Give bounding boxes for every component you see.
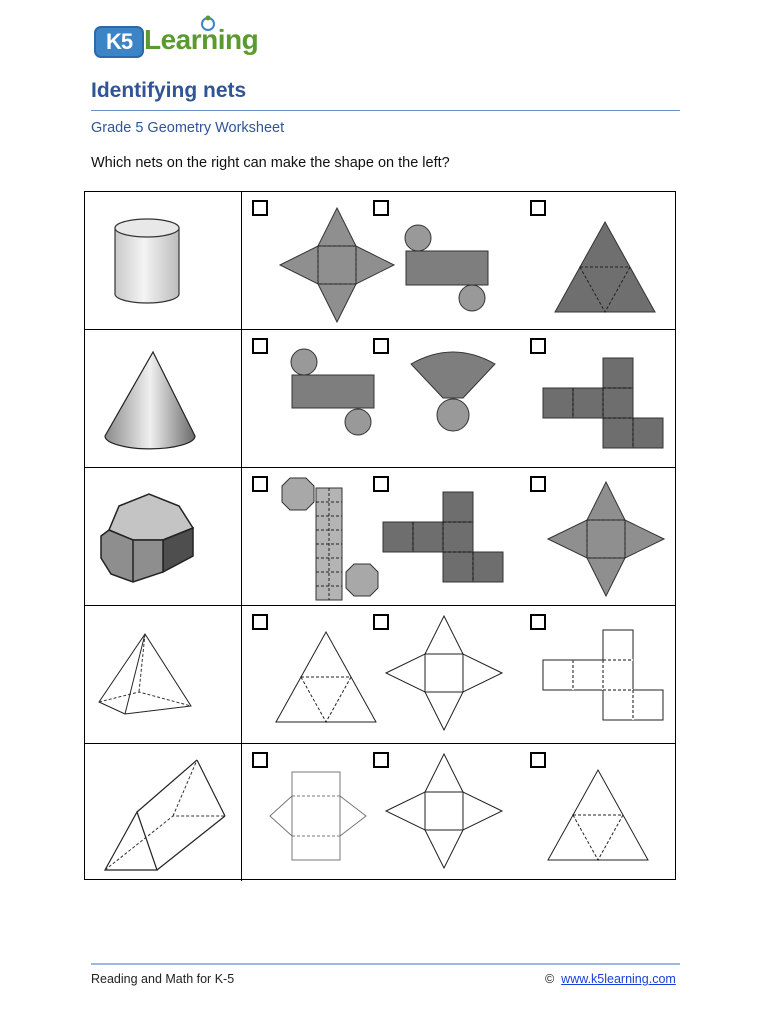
answer-checkbox[interactable] xyxy=(530,338,546,354)
answer-checkbox[interactable] xyxy=(252,200,268,216)
nets-cell xyxy=(242,468,675,605)
page-title: Identifying nets xyxy=(91,79,247,102)
footer-divider xyxy=(91,963,680,965)
table-row xyxy=(85,330,675,468)
answer-checkbox[interactable] xyxy=(373,338,389,354)
shape-cell xyxy=(85,744,242,881)
octagonal-prism-net xyxy=(280,476,382,604)
copyright-symbol: © xyxy=(545,972,555,986)
octagonal-prism-shape xyxy=(99,492,199,588)
square-pyramid-shape xyxy=(95,630,195,716)
triangular-prism-net xyxy=(268,770,368,862)
triangular-pyramid-net xyxy=(553,220,657,314)
page-subtitle: Grade 5 Geometry Worksheet xyxy=(91,120,285,136)
cube-net xyxy=(543,356,665,450)
footer-tagline: Reading and Math for K-5 xyxy=(91,972,235,986)
triangular-prism-shape xyxy=(103,756,229,874)
triangular-pyramid-net xyxy=(546,768,650,862)
triangular-pyramid-net xyxy=(274,630,378,724)
table-row xyxy=(85,744,675,882)
square-pyramid-net xyxy=(386,614,502,732)
answer-checkbox[interactable] xyxy=(252,476,268,492)
answer-checkbox[interactable] xyxy=(252,752,268,768)
table-row xyxy=(85,606,675,744)
cylinder-net xyxy=(402,224,488,314)
cube-net xyxy=(543,628,665,724)
shape-cell xyxy=(85,192,242,329)
table-row xyxy=(85,468,675,606)
cone-net xyxy=(409,350,497,434)
answer-checkbox[interactable] xyxy=(252,614,268,630)
k5learning-link[interactable]: www.k5learning.com xyxy=(561,972,676,986)
table-row xyxy=(85,192,675,330)
logo-wordmark: Learning xyxy=(144,24,259,55)
cone-shape xyxy=(103,350,197,452)
logo-k5-badge: K5 xyxy=(94,26,144,58)
square-pyramid-net xyxy=(280,206,394,324)
shape-cell xyxy=(85,468,242,605)
question-text: Which nets on the right can make the shape on the left? xyxy=(91,155,450,171)
nets-cell xyxy=(242,606,675,743)
logo-spark-icon xyxy=(196,14,220,34)
k5-learning-logo xyxy=(92,14,262,60)
answer-checkbox[interactable] xyxy=(530,476,546,492)
answer-checkbox[interactable] xyxy=(530,752,546,768)
cylinder-net xyxy=(288,348,374,440)
cylinder-shape xyxy=(111,216,183,308)
title-divider xyxy=(91,110,680,111)
nets-cell xyxy=(242,192,675,329)
footer-copyright xyxy=(545,972,676,986)
nets-cell xyxy=(242,330,675,467)
answer-checkbox[interactable] xyxy=(373,200,389,216)
answer-checkbox[interactable] xyxy=(252,338,268,354)
shape-cell xyxy=(85,330,242,467)
nets-cell xyxy=(242,744,675,881)
cube-net xyxy=(383,490,505,584)
nets-table xyxy=(84,191,676,880)
answer-checkbox[interactable] xyxy=(530,200,546,216)
shape-cell xyxy=(85,606,242,743)
square-pyramid-net xyxy=(386,752,502,870)
square-pyramid-net xyxy=(548,480,664,598)
